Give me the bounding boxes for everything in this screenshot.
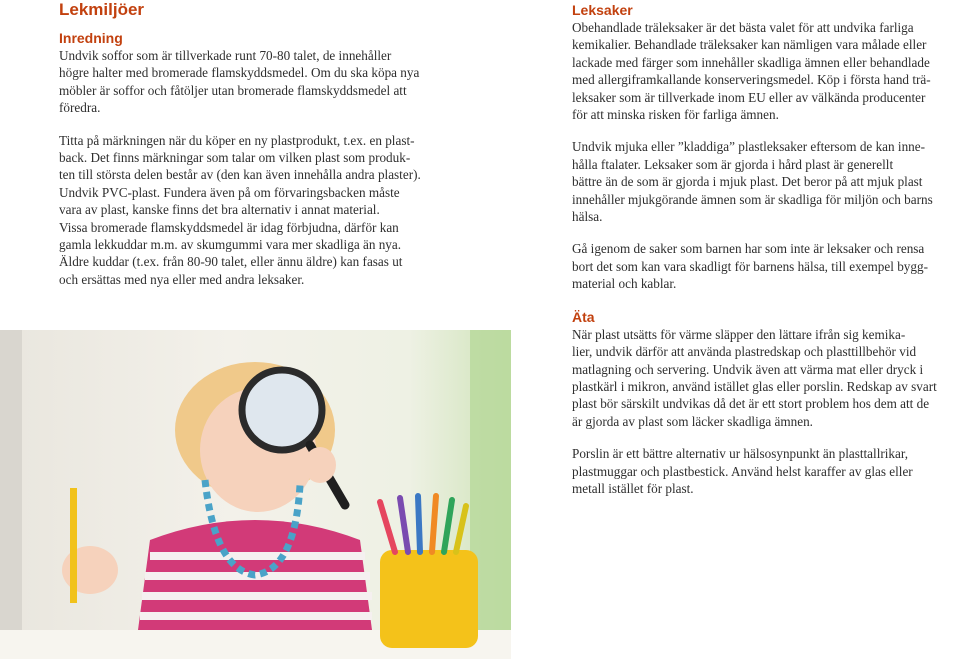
text-line: ten till största delen består av (den kan även innehålla andra plaster). — [59, 167, 421, 183]
text-line: bort det som kan vara skadligt för barnens hälsa, till exempel bygg- — [572, 258, 928, 274]
photo-illustration — [0, 330, 511, 659]
left-column — [59, 29, 459, 288]
text-line: föredra. — [59, 100, 101, 116]
text-line: plastmuggar och plastbestick. Använd helst karaffer av glas eller — [572, 463, 913, 479]
text-line: bättre än de som är gjorda i mjuk plast. Det beror på att mjuk plast — [572, 174, 923, 190]
text-line: Äldre kuddar (t.ex. från 80-90 talet, eller ännu äldre) kan fasas ut — [59, 254, 403, 270]
text-line: med allergiframkallande konserveringsmedel. Köp i första hand trä- — [572, 72, 931, 88]
text-line: plastkärl i mikron, använd istället glas eller porslin. Redskap av svart — [572, 378, 937, 394]
section-heading-ata: Äta — [572, 308, 595, 325]
paragraph-inredning-2 — [59, 132, 459, 289]
section-heading-inredning: Inredning — [59, 30, 123, 46]
text-line: Vissa bromerade flamskyddsmedel är idag förbjudna, därför kan — [59, 219, 399, 235]
text-line: metall istället för plast. — [572, 480, 694, 496]
text-line: hålla ftalater. Leksaker som är gjorda i hård plast är generellt — [572, 156, 894, 172]
paragraph-inredning-1 — [59, 47, 459, 117]
paragraph-leksaker-1 — [572, 19, 960, 123]
text-line: vara av plast, kanske finns det bra alternativ i annat material. — [59, 202, 380, 218]
text-line: högre halter med bromerade flamskyddsmedel. Om du ska köpa nya — [59, 65, 420, 81]
text-line: möbler är soffor och fåtöljer utan bromerade flamskyddsmedel att — [59, 82, 407, 98]
text-line: material och kablar. — [572, 276, 677, 292]
text-line: innehåller mjukgörande ämnen som är skadliga för miljön och barns — [572, 191, 933, 207]
text-line: När plast utsätts för värme släpper den lättare ifrån sig kemika- — [572, 326, 906, 342]
right-column — [572, 1, 960, 497]
text-line: lackade med färger som innehåller skadliga ämnen eller behandlade — [572, 54, 930, 70]
text-line: leksaker som är tillverkade inom EU eller av välkända producenter — [572, 89, 926, 105]
text-line: och ersättas med nya eller med andra leksaker. — [59, 271, 305, 287]
text-line: kemikalier. Behandlade träleksaker kan nämligen vara målade eller — [572, 37, 927, 53]
text-line: back. Det finns märkningar som talar om vilken plast som produk- — [59, 150, 411, 166]
paragraph-leksaker-3 — [572, 240, 960, 292]
text-line: matlagning och servering. Undvik även att värma mat eller dryck i — [572, 361, 924, 377]
text-line: gamla lekkuddar m.m. av skumgummi vara mer skadliga än nya. — [59, 237, 402, 253]
paragraph-ata-1 — [572, 326, 960, 430]
text-line: för att minska risken för farliga ämnen. — [572, 107, 779, 123]
text-line: Porslin är ett bättre alternativ ur hälsosynpunkt än plasttallrikar, — [572, 446, 909, 462]
text-line: Undvik PVC-plast. Fundera även på om förvaringsbacken måste — [59, 184, 400, 200]
text-line: plast bör särskilt undvikas då det är ett stort problem hos dem att de — [572, 396, 930, 412]
child-with-magnifying-glass-photo — [0, 330, 511, 659]
paragraph-ata-2 — [572, 445, 960, 497]
text-line: Gå igenom de saker som barnen har som inte är leksaker och rensa — [572, 241, 925, 257]
section-heading-leksaker: Leksaker — [572, 2, 633, 18]
paragraph-leksaker-2 — [572, 138, 960, 225]
text-line: lier, undvik därför att använda plastredskap och plasttillbehör vid — [572, 344, 917, 360]
page-title: Lekmiljöer — [59, 0, 145, 19]
text-line: Obehandlade träleksaker är det bästa valet för att undvika farliga — [572, 20, 914, 35]
text-line: är gjorda av plast som läcker skadliga ämnen. — [572, 413, 813, 429]
text-line: Undvik soffor som är tillverkade runt 70-80 talet, de innehåller — [59, 48, 392, 63]
text-line: Titta på märkningen när du köper en ny plastprodukt, t.ex. en plast- — [59, 132, 415, 148]
text-line: Undvik mjuka eller ”kladdiga” plastleksaker eftersom de kan inne- — [572, 139, 926, 155]
text-line: hälsa. — [572, 209, 603, 225]
